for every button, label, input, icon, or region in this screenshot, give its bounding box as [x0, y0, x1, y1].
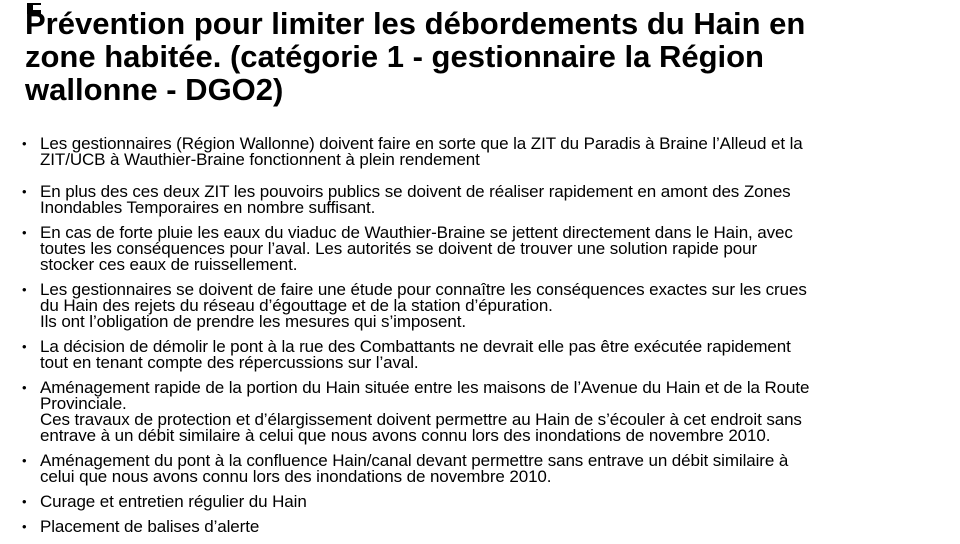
bullet-item-6	[22, 380, 952, 444]
bullet-line: du Hain des rejets du réseau d’égouttage et de la station d’épuration.	[40, 296, 553, 315]
bullet-item-8	[22, 494, 952, 510]
bullet-item-7	[22, 453, 952, 485]
title-line-3: wallonne - DGO2)	[25, 72, 284, 107]
bullet-line: ZIT/UCB à Wauthier-Braine fonctionnent à plein rendement	[40, 150, 480, 169]
bullet-text	[40, 494, 307, 510]
bullet-line: celui que nous avons connu lors des inondations de novembre 2010.	[40, 467, 552, 486]
bullet-line: En cas de forte pluie les eaux du viaduc de Wauthier-Braine se jettent directement dans le Hain, avec	[40, 223, 793, 242]
bullet-text	[40, 282, 807, 330]
bullet-line: toutes les conséquences pour l’aval. Les autorités se doivent de trouver une solution rapide pour	[40, 239, 758, 258]
bullet-dot-icon: •	[22, 519, 27, 534]
bullet-dot-icon: •	[22, 225, 27, 240]
bullet-dot-icon: •	[22, 494, 27, 509]
bullet-dot-icon: •	[22, 184, 27, 199]
bullet-line: Ils ont l’obligation de prendre les mesures qui s’imposent.	[40, 312, 466, 331]
bullet-list	[22, 136, 952, 544]
bullet-line: Aménagement du pont à la confluence Hain/canal devant permettre sans entrave un débit similaire à	[40, 451, 789, 470]
bullet-text	[40, 519, 259, 535]
bullet-dot-icon: •	[22, 339, 27, 354]
bullet-dot-icon: •	[22, 453, 27, 468]
bullet-text	[40, 453, 788, 485]
bullet-item-9	[22, 519, 952, 535]
bullet-line: En plus des ces deux ZIT les pouvoirs publics se doivent de réaliser rapidement en amont des Zones	[40, 182, 791, 201]
bullet-line: Curage et entretien régulier du Hain	[40, 492, 307, 511]
title-line-2: zone habitée. (catégorie 1 - gestionnaire la Région	[25, 39, 764, 74]
slide-title	[25, 7, 805, 106]
bullet-dot-icon: •	[22, 380, 27, 395]
bullet-line: Les gestionnaires (Région Wallonne) doivent faire en sorte que la ZIT du Paradis à Braine l’Alleud et la	[40, 134, 803, 153]
bullet-item-1	[22, 136, 952, 168]
bullet-item-4	[22, 282, 952, 330]
bullet-line: Aménagement rapide de la portion du Hain située entre les maisons de l’Avenue du Hain et de la Route	[40, 378, 810, 397]
bullet-line: Les gestionnaires se doivent de faire une étude pour connaître les conséquences exactes sur les crues	[40, 280, 807, 299]
title-line-1: Prévention pour limiter les débordements du Hain en	[25, 6, 806, 41]
bullet-text	[40, 136, 803, 168]
bullet-line: Inondables Temporaires en nombre suffisant.	[40, 198, 376, 217]
bullet-line: Ces travaux de protection et d’élargissement doivent permettre au Hain de s’écouler à cet endroit sans	[40, 410, 802, 429]
bullet-line: Provinciale.	[40, 394, 127, 413]
bullet-dot-icon: •	[22, 136, 27, 151]
bullet-text	[40, 339, 791, 371]
bullet-item-3	[22, 225, 952, 273]
bullet-text	[40, 225, 793, 273]
bullet-dot-icon: •	[22, 282, 27, 297]
bullet-text	[40, 184, 791, 216]
bullet-line: La décision de démolir le pont à la rue des Combattants ne devrait elle pas être exécutée rapidement	[40, 337, 791, 356]
bullet-item-5	[22, 339, 952, 371]
bullet-text	[40, 380, 809, 444]
bullet-line: tout en tenant compte des répercussions sur l’aval.	[40, 353, 419, 372]
bullet-item-2	[22, 184, 952, 216]
bullet-line: entrave à un débit similaire à celui que nous avons connu lors des inondations de novembre 2010.	[40, 426, 771, 445]
bullet-line: Placement de balises d’alerte	[40, 517, 260, 536]
bullet-line: stocker ces eaux de ruissellement.	[40, 255, 298, 274]
